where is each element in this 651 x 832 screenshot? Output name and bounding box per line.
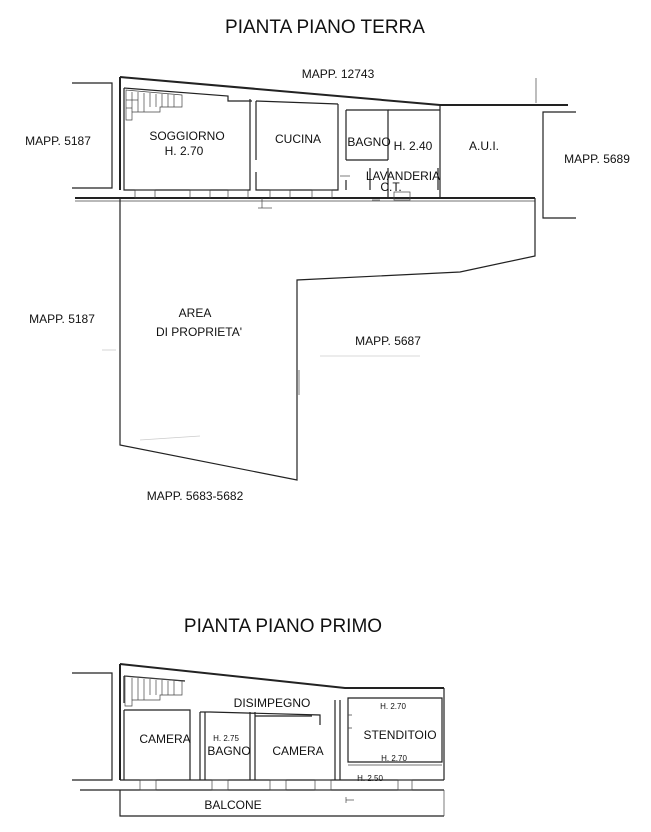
area-label-line2: DI PROPRIETA' (155, 325, 243, 339)
label-mapp-12743: MAPP. 12743 (301, 67, 375, 81)
room-label-camera-left: CAMERA (139, 732, 191, 746)
room-label-camera-right: CAMERA (272, 744, 324, 758)
room-height-stenditoio-low: H. 2.50 (357, 774, 383, 783)
room-height-soggiorno: H. 2.70 (164, 144, 204, 158)
room-label-bagno-first: BAGNO (207, 744, 251, 758)
room-label-aui: A.U.I. (468, 139, 500, 153)
room-label-soggiorno: SOGGIORNO (149, 129, 225, 143)
room-label-bagno: BAGNO (347, 135, 391, 149)
area-label-line1: AREA (178, 306, 212, 320)
ground-floor-title: PIANTA PIANO TERRA (225, 17, 425, 38)
label-mapp-5683-5682: MAPP. 5683-5682 (146, 489, 244, 503)
room-height-stenditoio-mid: H. 2.70 (381, 754, 407, 763)
stair-icon (126, 90, 182, 120)
room-label-cucina: CUCINA (274, 132, 322, 146)
label-mapp-5689: MAPP. 5689 (564, 152, 630, 166)
label-mapp-5187-top: MAPP. 5187 (25, 134, 91, 148)
room-height-bagno: H. 2.40 (393, 139, 433, 153)
room-height-stenditoio-top: H. 2.70 (380, 702, 406, 711)
label-mapp-5187-mid: MAPP. 5187 (29, 312, 95, 326)
room-label-lavanderia: LAVANDERIA (365, 169, 441, 183)
label-mapp-5687: MAPP. 5687 (355, 334, 421, 348)
stair-icon-first (125, 676, 182, 706)
room-label-stenditoio: STENDITOIO (363, 728, 437, 742)
scan-artifacts (102, 350, 420, 440)
room-label-disimpegno: DISIMPEGNO (233, 696, 311, 710)
room-label-balcone: BALCONE (204, 798, 262, 812)
room-height-bagno-first: H. 2.75 (213, 734, 239, 743)
first-floor-title: PIANTA PIANO PRIMO (183, 616, 383, 637)
room-label-ct: C.T. (380, 180, 402, 194)
first-windows (140, 780, 412, 803)
